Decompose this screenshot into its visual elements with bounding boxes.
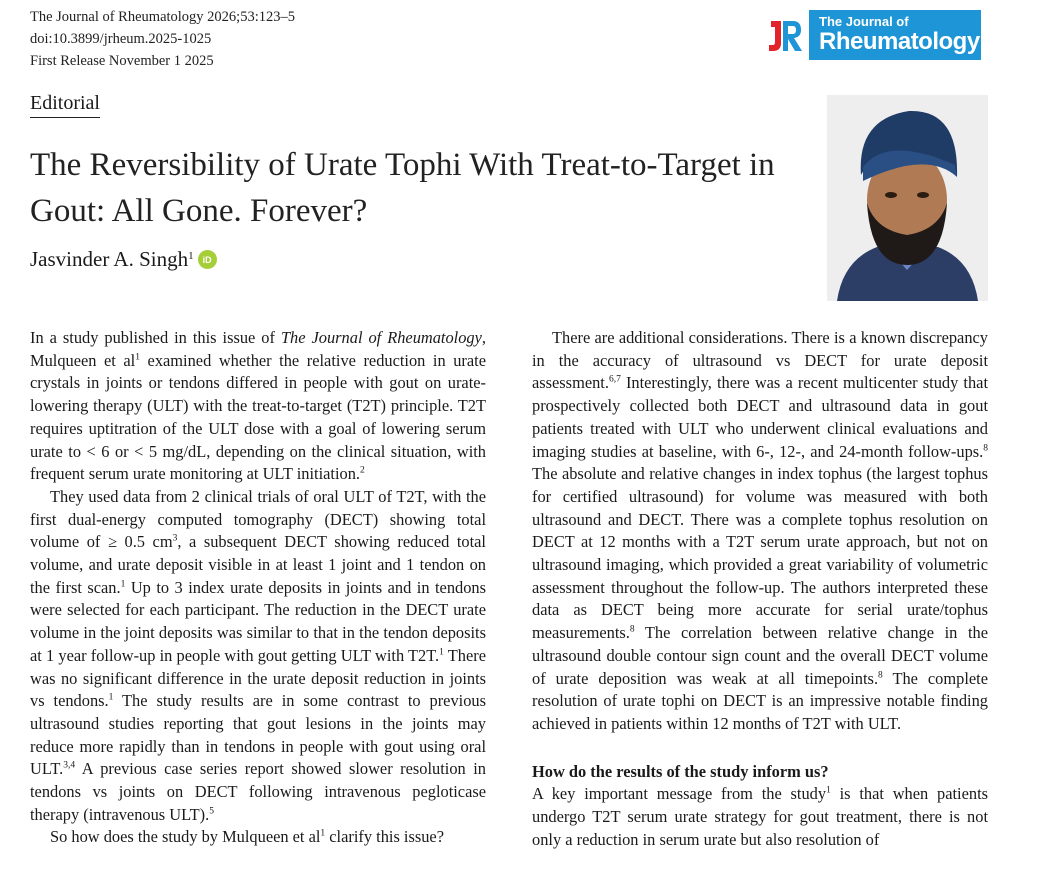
text-run: A previous case series report showed slower resolution in tendons vs joints on DECT following intravenous pegloticase therapy (intravenous ULT). bbox=[30, 759, 486, 824]
text-run: There was no significant difference in the urate deposit reduction in joints vs tendons. bbox=[30, 645, 486, 711]
paragraph bbox=[30, 826, 486, 849]
citation-ref[interactable]: 8 bbox=[983, 443, 988, 454]
orcid-icon[interactable]: iD bbox=[198, 250, 217, 269]
text-run: The correlation between relative change in the ultrasound double contour sign count and the overall DECT volume of urate deposition was weak at all timepoints. bbox=[532, 623, 988, 688]
logo-wordmark bbox=[809, 10, 981, 60]
paragraph bbox=[30, 486, 486, 827]
section-heading: How do the results of the study inform us? bbox=[532, 761, 829, 781]
citation-ref[interactable]: 1 bbox=[320, 829, 326, 839]
author-line bbox=[30, 247, 217, 272]
text-run: In a study published in this issue of bbox=[30, 328, 281, 347]
text-run: Up to 3 index urate deposits in joints and in tendons were selected for each participant. The reduction in the DECT urate volume in the joint deposits was similar to that in the tendon deposits at 1 year follow-up in people with gout getting ULT with T2T. bbox=[30, 577, 486, 665]
citation-ref[interactable]: 8 bbox=[878, 670, 883, 681]
superscript-unit: 3 bbox=[172, 533, 178, 544]
citation-ref[interactable]: 1 bbox=[108, 692, 114, 703]
text-run: Interestingly, there was a recent multicenter study that prospectively collected both DECT and ultrasound data in gout patients treated with ULT who underwent clinical evaluations and imaging studies at baseline, with 6-, 12-, and 24-month follow-ups. bbox=[532, 373, 988, 461]
logo-line2: Rheumatology bbox=[819, 28, 980, 55]
article-column-left bbox=[30, 327, 486, 849]
citation-ref[interactable]: 3,4 bbox=[63, 760, 76, 771]
paragraph bbox=[30, 327, 486, 486]
text-run: , Mulqueen et al bbox=[30, 328, 487, 370]
citation-ref[interactable]: 5 bbox=[209, 806, 214, 817]
section-label: Editorial bbox=[30, 92, 100, 118]
text-run: They used data from 2 clinical trials of oral ULT of T2T, with the first dual-energy computed tomography (DECT) showing total volume of ≥ 0.5 cm bbox=[30, 486, 486, 552]
text-run: , a subsequent DECT showing reduced total volume, and urate deposit visible in at least 1 joint and 1 tendon on the first scan. bbox=[30, 532, 486, 597]
citation-ref[interactable]: 1 bbox=[120, 579, 126, 590]
citation-ref[interactable]: 8 bbox=[629, 624, 635, 635]
author-portrait-image bbox=[827, 95, 988, 301]
journal-name: The Journal of Rheumatology bbox=[280, 328, 482, 347]
article-title: The Reversibility of Urate Tophi With Treat-to-Target in Gout: All Gone. Forever? bbox=[30, 147, 775, 229]
author-affiliation: 1 bbox=[188, 249, 194, 262]
paragraph bbox=[532, 327, 988, 736]
citation-line: The Journal of Rheumatology 2026;53:123–5 bbox=[30, 9, 295, 25]
text-run: examined whether the relative reduction in urate crystals in joints or tendons differed in people with gout on urate-lowering therapy (ULT) with the treat-to-target (T2T) principle. T2T requires uptitration of the ULT dose with a goal of lowering serum urate to < 6 or < 5 mg/dL, depending on the clinical situation, with frequent serum urate monitoring at ULT initiation. bbox=[30, 350, 486, 484]
text-run: clarify this issue? bbox=[325, 827, 444, 847]
paragraph bbox=[532, 783, 988, 851]
citation-ref[interactable]: 1 bbox=[826, 785, 831, 796]
journal-logo[interactable] bbox=[767, 9, 981, 61]
citation-ref[interactable]: 1 bbox=[439, 647, 444, 658]
doi-line[interactable]: doi:10.3899/jrheum.2025-1025 bbox=[30, 31, 212, 47]
jr-logo-icon bbox=[767, 13, 803, 57]
release-line: First Release November 1 2025 bbox=[30, 53, 214, 69]
author-name[interactable]: Jasvinder A. Singh bbox=[30, 247, 189, 271]
text-run: The complete resolution of urate tophi on DECT is an impressive notable finding achieved in patients within 12 months of T2T with ULT. bbox=[532, 668, 988, 733]
text-run: The study results are in some contrast to previous ultrasound studies reporting that gout lesions in the joints may reduce more rapidly than in tendons in people with gout using oral ULT. bbox=[30, 691, 486, 779]
citation-ref[interactable]: 6,7 bbox=[608, 374, 621, 385]
text-run: is that when patients undergo T2T serum urate strategy for gout treatment, there is not only a reduction in serum urate but also resolution of bbox=[532, 784, 989, 849]
citation-ref[interactable]: 1 bbox=[135, 352, 140, 363]
text-run: The absolute and relative changes in index tophus (the largest tophus for certified ultrasound) for volume was measured with both ultrasound and DECT. There was a complete tophus resolution on DECT at 12 months with a T2T serum urate approach, but not on ultrasound imaging, which provided a great variability of volumetric assessment throughout the follow-up. The authors interpreted these data as DECT being more accurate for serial urate/tophus measurements. bbox=[532, 464, 988, 643]
text-run: A key important message from the study bbox=[532, 784, 827, 804]
masthead bbox=[30, 6, 295, 72]
article-column-right bbox=[532, 327, 988, 851]
text-run: There are additional considerations. There is a known discrepancy in the accuracy of ultrasound vs DECT for urate deposit assessment. bbox=[532, 328, 988, 393]
citation-ref[interactable]: 2 bbox=[360, 465, 365, 476]
logo-line1: The Journal of bbox=[819, 14, 909, 29]
author-photo bbox=[827, 95, 988, 301]
text-run: So how does the study by Mulqueen et al bbox=[50, 827, 321, 847]
